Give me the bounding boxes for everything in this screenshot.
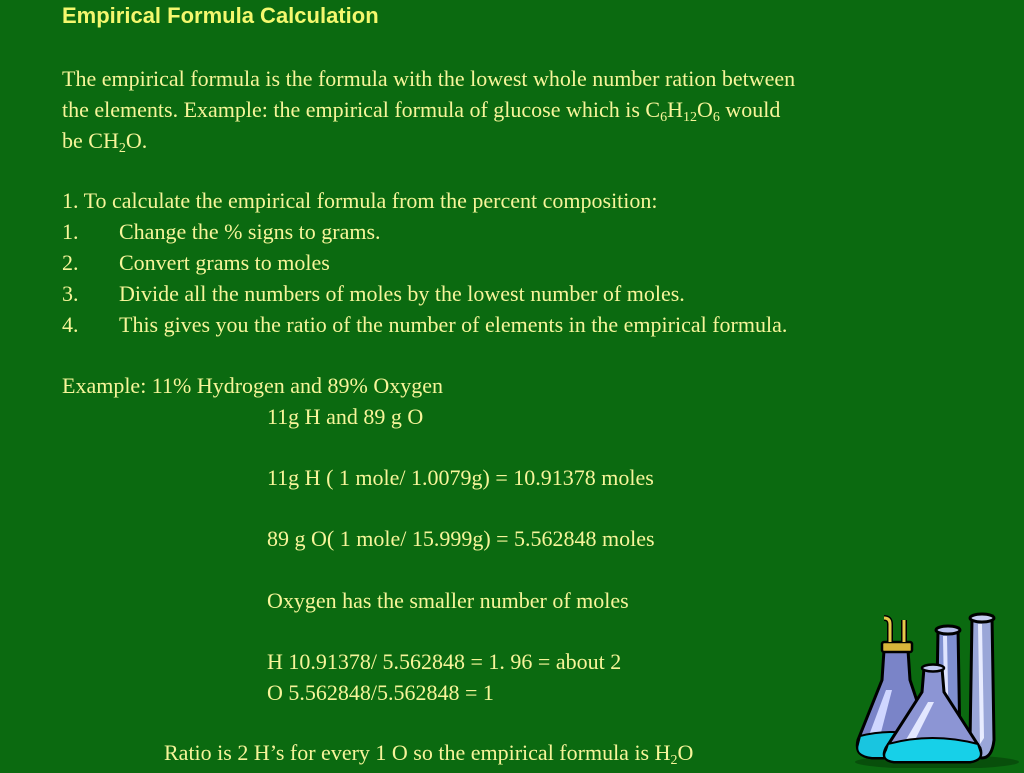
subscript: 2 bbox=[670, 753, 678, 768]
conclusion-end: O bbox=[677, 740, 694, 765]
steps-heading: 1. To calculate the empirical formula from the percent composition: bbox=[62, 188, 658, 213]
step-text: Convert grams to moles bbox=[119, 250, 330, 275]
example-smaller-note: Oxygen has the smaller number of moles bbox=[267, 588, 629, 613]
intro-line-1: The empirical formula is the formula with the lowest whole number ration between bbox=[62, 66, 796, 91]
element-symbol: O bbox=[697, 97, 713, 122]
step-number: 2. bbox=[62, 250, 79, 275]
subscript: 2 bbox=[118, 141, 126, 156]
step-item bbox=[62, 250, 330, 276]
step-item bbox=[62, 281, 685, 307]
intro-line-3-text: be CH bbox=[62, 128, 119, 153]
subscript: 12 bbox=[683, 110, 697, 125]
step-text: Divide all the numbers of moles by the lowest number of moles. bbox=[119, 281, 685, 306]
step-number: 4. bbox=[62, 312, 79, 337]
intro-line-3 bbox=[62, 128, 147, 154]
intro-line-3-end: O. bbox=[125, 128, 148, 153]
element-symbol: H bbox=[667, 97, 683, 122]
step-text: Change the % signs to grams. bbox=[119, 219, 381, 244]
slide-title: Empirical Formula Calculation bbox=[62, 3, 379, 28]
intro-line-2-text: the elements. Example: the empirical formula of glucose which is C bbox=[62, 97, 661, 122]
example-ratio-oxygen: O 5.562848/5.562848 = 1 bbox=[267, 680, 494, 705]
intro-line-2-end: would bbox=[719, 97, 781, 122]
example-conclusion bbox=[164, 740, 693, 766]
example-calc-hydrogen: 11g H ( 1 mole/ 1.0079g) = 10.91378 moles bbox=[267, 465, 654, 490]
step-item bbox=[62, 219, 381, 245]
example-grams: 11g H and 89 g O bbox=[267, 404, 424, 429]
example-heading: Example: 11% Hydrogen and 89% Oxygen bbox=[62, 373, 444, 398]
example-ratio-hydrogen: H 10.91378/ 5.562848 = 1. 96 = about 2 bbox=[267, 649, 622, 674]
intro-line-2 bbox=[62, 97, 780, 123]
conclusion-text: Ratio is 2 H’s for every 1 O so the empirical formula is H bbox=[164, 740, 671, 765]
step-number: 3. bbox=[62, 281, 79, 306]
step-item bbox=[62, 312, 787, 338]
subscript: 6 bbox=[712, 110, 720, 125]
subscript: 6 bbox=[660, 110, 668, 125]
step-text: This gives you the ratio of the number of elements in the empirical formula. bbox=[119, 312, 788, 337]
example-calc-oxygen: 89 g O( 1 mole/ 15.999g) = 5.562848 moles bbox=[267, 526, 655, 551]
lab-flasks-icon bbox=[842, 610, 1022, 768]
step-number: 1. bbox=[62, 219, 79, 244]
